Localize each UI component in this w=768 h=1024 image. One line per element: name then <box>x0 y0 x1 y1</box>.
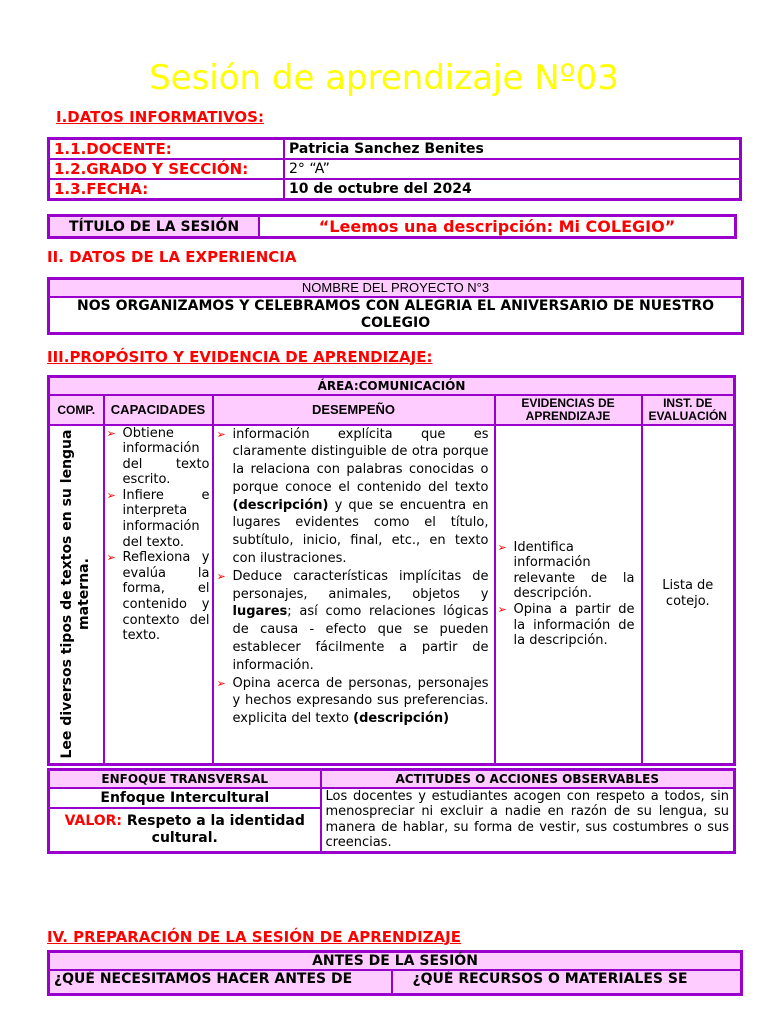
desempeno-text: información explícita que es claramente distinguible de otra porque la relaciona con palabras conocidas o porque conoce el contenido del texto <box>232 426 489 495</box>
actitudes-text: Los docentes y estudiantes acogen con respeto a todos, sin menospreciar ni excluir a nadie en razón de su lengua, su manera de hablar, su forma de vestir, sus costumbres o sus creencias. <box>321 788 735 853</box>
proyecto-header: NOMBRE DEL PROYECTO N°3 <box>49 279 743 297</box>
capacidad-item: ➢ Infiere e interpreta información del texto. <box>107 488 210 550</box>
desempeno-text: ; así como relaciones lógicas de causa - efecto que se pueden establecer fácilmente a partir de información. <box>232 604 489 673</box>
datos-value: Patricia Sanchez Benites <box>284 139 741 160</box>
header-capacidades: CAPACIDADES <box>104 395 213 425</box>
titulo-sesion-table <box>47 214 737 239</box>
section-heading-experiencia: II. DATOS DE LA EXPERIENCIA <box>47 248 297 266</box>
proyecto-name: NOS ORGANIZAMOS Y CELEBRAMOS CON ALEGRIA EL ANIVERSARIO DE NUESTRO COLEGIO <box>49 297 743 334</box>
desempeno-bold: (descripción) <box>353 711 450 727</box>
datos-row <box>49 179 741 200</box>
proposito-table <box>47 375 736 766</box>
competencia-text: Lee diversos tipos de textos en su lengua materna. <box>59 429 93 759</box>
header-desempeno: DESEMPEÑO <box>213 395 495 425</box>
area-header: ÁREA:COMUNICACIÓN <box>49 377 735 395</box>
titulo-sesion-value: “Leemos una descripción: Mi COLEGIO” <box>259 216 736 238</box>
desempeno-bold: (descripción) <box>232 497 329 513</box>
capacidad-item: ➢ Obtiene información del texto escrito. <box>107 426 210 488</box>
titulo-sesion-label: TÍTULO DE LA SESIÓN <box>49 216 260 238</box>
instrumento-cell: Lista de cotejo. <box>642 425 735 765</box>
datos-row <box>49 139 741 160</box>
competencia-cell <box>49 425 104 765</box>
capacidad-item: ➢ Reflexiona y evalúa la forma, el contenido y contexto del texto. <box>107 550 210 644</box>
header-evidencias: EVIDENCIAS DE APRENDIZAJE <box>495 395 642 425</box>
desempeno-cell <box>213 425 495 765</box>
datos-value: 10 de octubre del 2024 <box>284 179 741 200</box>
valor-label: VALOR: <box>64 812 123 829</box>
preparacion-col2: ¿QUÉ RECURSOS O MATERIALES SE <box>392 970 742 994</box>
preparacion-col1: ¿QUÉ NECESITAMOS HACER ANTES DE <box>49 970 392 994</box>
evidencias-cell <box>495 425 642 765</box>
preparacion-header: ANTES DE LA SESIÓN <box>49 952 742 971</box>
valor-cell <box>49 808 321 852</box>
datos-row <box>49 159 741 179</box>
desempeno-text: Opina acerca de personas, personajes y hechos expresando sus preferencias. explicita del texto <box>232 675 489 727</box>
section-heading-preparacion: IV. PREPARACIÓN DE LA SESIÓN DE APRENDIZAJE <box>47 928 461 946</box>
datos-label: 1.3.FECHA: <box>49 179 285 200</box>
desempeno-item <box>217 568 489 675</box>
actitudes-header: ACTITUDES O ACCIONES OBSERVABLES <box>321 770 735 788</box>
capacidades-cell <box>104 425 213 765</box>
desempeno-text: y que se encuentra en lugares evidentes como el título, subtítulo, inicio, final, etc., en texto con ilustraciones. <box>232 497 489 567</box>
enfoque-table <box>47 768 736 854</box>
datos-table <box>47 137 742 201</box>
desempeno-bold: lugares <box>232 604 288 620</box>
page-title: Sesión de aprendizaje Nº03 <box>149 58 619 98</box>
enfoque-nombre: Enfoque Intercultural <box>49 788 321 809</box>
datos-label: 1.1.DOCENTE: <box>49 139 285 160</box>
section-heading-datos: I.DATOS INFORMATIVOS: <box>56 108 264 126</box>
evidencia-item: ➢ Opina a partir de la información de la descripción. <box>498 602 635 649</box>
preparacion-table <box>47 950 743 996</box>
desempeno-text: Deduce características implícitas de personajes, animales, objetos y <box>232 568 489 602</box>
desempeno-item <box>217 675 489 728</box>
header-instrumento: INST. DE EVALUACIÓN <box>642 395 735 425</box>
desempeno-item <box>217 426 489 568</box>
proyecto-table <box>47 277 744 335</box>
valor-text: Respeto a la identidad cultural. <box>126 812 305 846</box>
datos-label: 1.2.GRADO Y SECCIÓN: <box>49 159 285 179</box>
section-heading-proposito: III.PROPÓSITO Y EVIDENCIA DE APRENDIZAJE: <box>47 348 433 366</box>
header-comp: COMP. <box>49 395 104 425</box>
evidencia-item: ➢ Identifica información relevante de la descripción. <box>498 540 635 602</box>
enfoque-header: ENFOQUE TRANSVERSAL <box>49 770 321 788</box>
datos-value: 2° “A” <box>284 159 741 179</box>
